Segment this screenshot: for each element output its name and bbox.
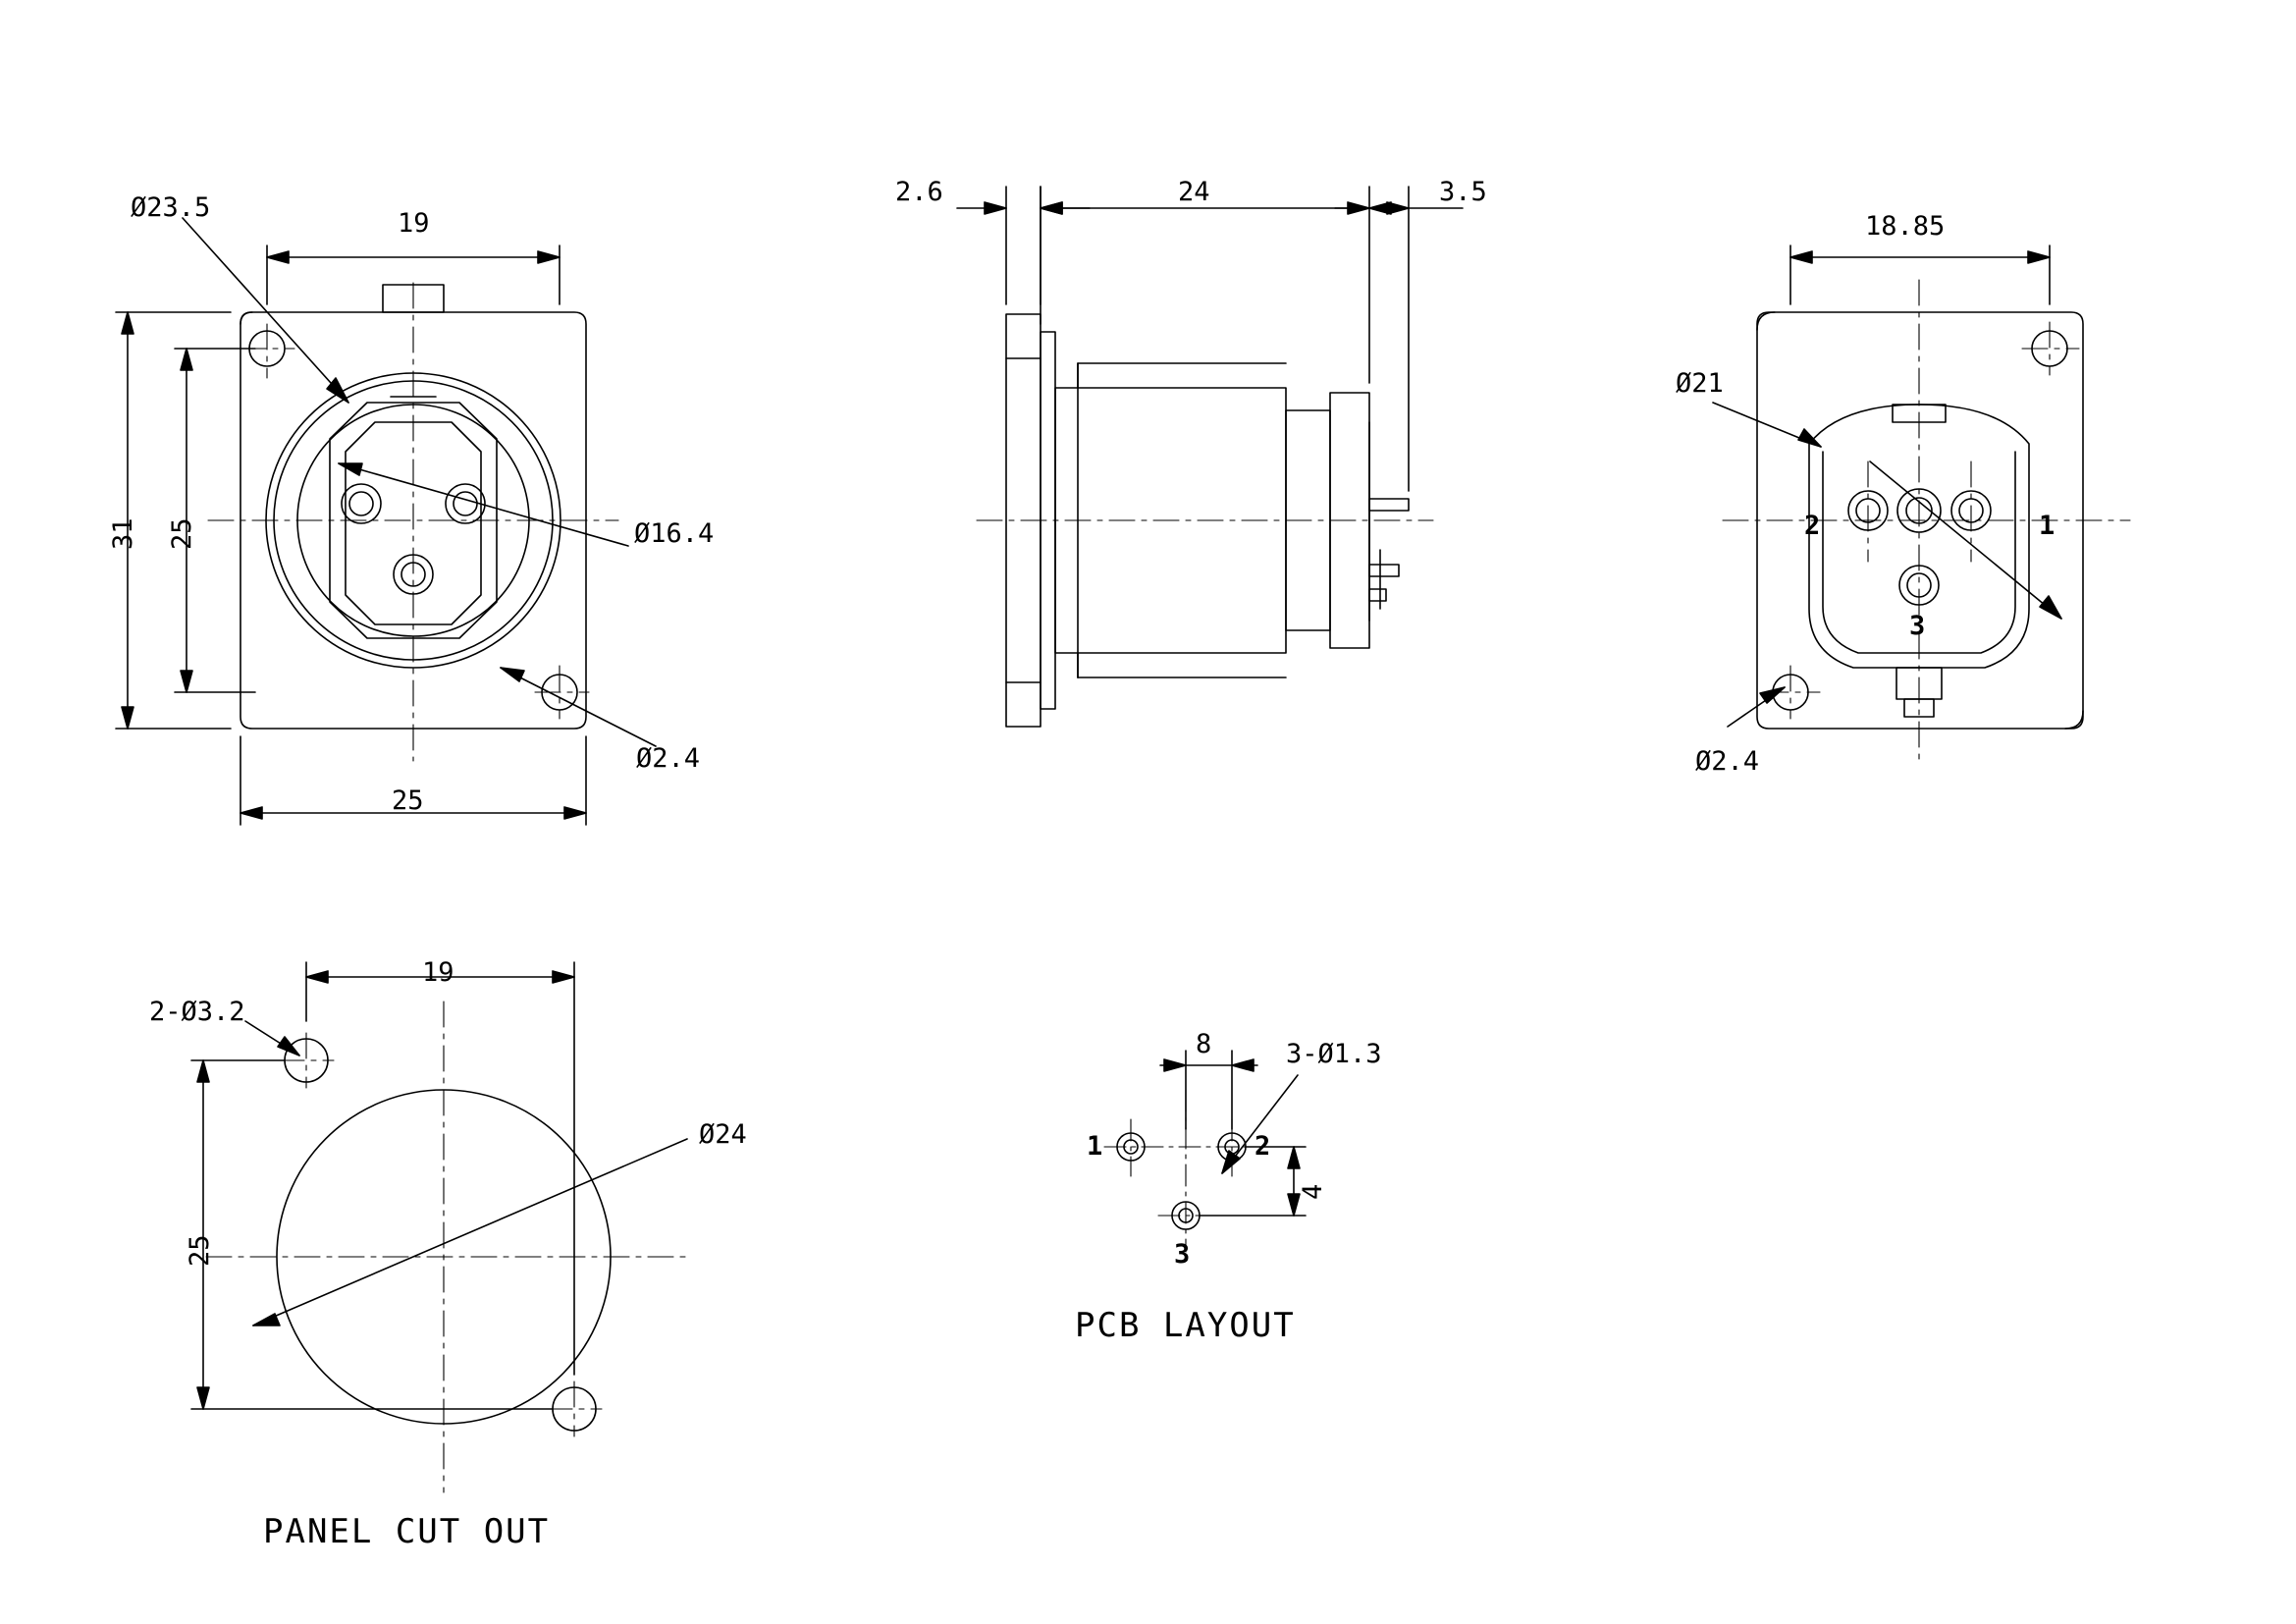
- front-leader-dia164: [339, 463, 628, 546]
- pcb-dim-8-label: 8: [1196, 1029, 1212, 1059]
- front-dim-dia-164-label: Ø16.4: [634, 518, 715, 549]
- rear-dim-dia-24-label: Ø2.4: [1695, 746, 1760, 777]
- pcb-dim-8: [1160, 1051, 1257, 1129]
- front-dim-19-label: 19: [398, 208, 430, 239]
- rear-leader-dia21-diagonal: [1870, 461, 2061, 619]
- front-dim-dia-235-label: Ø23.5: [131, 192, 211, 223]
- rear-leader-dia24: [1728, 687, 1785, 727]
- rear-pin-2-label: 2: [1804, 511, 1821, 541]
- front-leader-dia24: [501, 668, 656, 746]
- panel-cutout-caption: PANEL CUT OUT: [263, 1512, 551, 1551]
- rear-dim-1885-label: 18.85: [1865, 211, 1946, 242]
- cutout-dim-19-label: 19: [422, 957, 454, 988]
- pcb-layout-caption: PCB LAYOUT: [1075, 1306, 1296, 1345]
- rear-dim-dia-21-label: Ø21: [1676, 368, 1724, 399]
- cutout-dim-25: [191, 1060, 553, 1409]
- side-dim-24: [1041, 187, 1369, 383]
- front-dim-dia-24-label: Ø2.4: [636, 743, 701, 774]
- front-dim-31-label: 31: [108, 517, 138, 550]
- cutout-dim-dia-24-label: Ø24: [699, 1119, 747, 1150]
- front-leader-dia235: [183, 218, 348, 403]
- rear-pin-3-label: 3: [1909, 611, 1926, 641]
- rear-view-centerlines: [1723, 280, 2130, 766]
- side-dim-26-label: 2.6: [895, 177, 943, 207]
- cutout-dim-19: [306, 962, 574, 1375]
- side-dim-35-label: 3.5: [1439, 177, 1487, 207]
- pcb-dim-4-label: 4: [1298, 1183, 1328, 1200]
- front-dim-25-bottom-label: 25: [392, 785, 424, 816]
- cutout-dim-2-dia-32-label: 2-Ø3.2: [149, 997, 245, 1027]
- pcb-pin-3-label: 3: [1174, 1239, 1191, 1270]
- panel-cutout-centerlines: [206, 1001, 687, 1492]
- pcb-pin-1-label: 1: [1087, 1131, 1103, 1162]
- side-dim-35: [1335, 187, 1463, 491]
- front-view-centerlines: [208, 283, 618, 761]
- pcb-dim-3-dia-13-label: 3-Ø1.3: [1286, 1039, 1382, 1069]
- cutout-dim-25-label: 25: [185, 1234, 215, 1267]
- side-dim-24-label: 24: [1178, 177, 1210, 207]
- side-dim-26: [957, 187, 1090, 304]
- cutout-leader-2dia32: [245, 1021, 299, 1056]
- pcb-dim-4: [1200, 1147, 1306, 1216]
- rear-pin-1-label: 1: [2039, 511, 2056, 541]
- rear-dim-1885: [1790, 245, 2050, 304]
- front-dim-25-left-label: 25: [167, 517, 197, 550]
- rear-leader-dia21: [1713, 403, 1821, 447]
- pcb-pin-2-label: 2: [1255, 1131, 1271, 1162]
- cutout-leader-dia24: [253, 1139, 687, 1326]
